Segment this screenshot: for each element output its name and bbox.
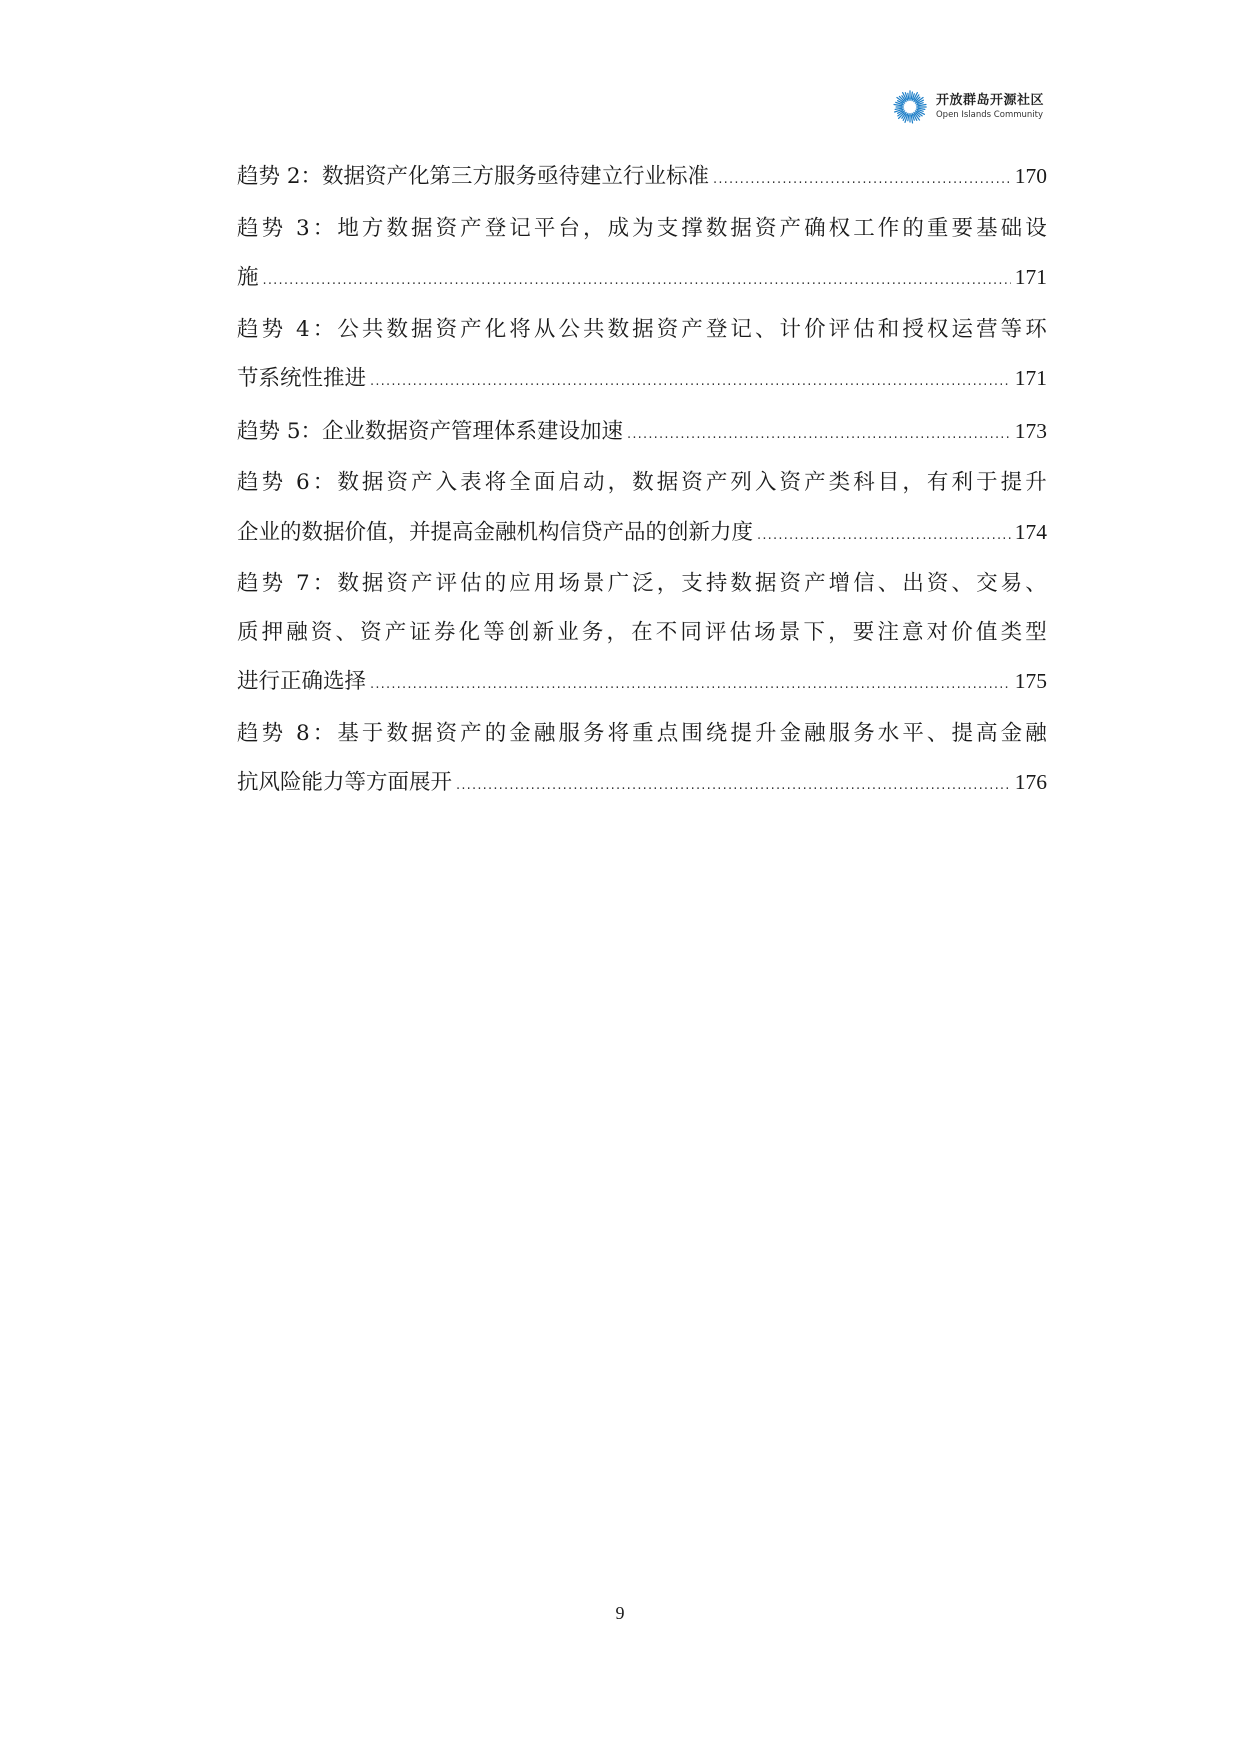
toc-page-number: 174: [1014, 519, 1047, 544]
toc-entry-line: 趋势 4：公共数据资产化将从公共数据资产登记、计价评估和授权运营等环: [237, 316, 1047, 342]
toc-page-number: 171: [1014, 366, 1047, 390]
dot-leader: [456, 762, 1011, 811]
toc-entry-title: 趋势 2：数据资产化第三方服务亟待建立行业标准: [237, 164, 710, 189]
toc-entry-last-line: [237, 508, 1047, 561]
org-name-en: Open Islands Community: [935, 110, 1044, 121]
logo-text: [936, 94, 1044, 120]
toc-entry[interactable]: [237, 152, 1047, 205]
dot-leader: [757, 512, 1011, 561]
dot-leader: [713, 156, 1011, 205]
toc-entry[interactable]: [237, 710, 1047, 811]
toc-entry-title: 趋势 5：企业数据资产管理体系建设加速: [237, 418, 624, 444]
toc-entry-title: 施: [237, 265, 259, 290]
toc-page-number: 171: [1014, 265, 1047, 289]
toc-page-number: 170: [1014, 164, 1047, 188]
toc-entry-line: 趋势 8：基于数据资产的金融服务将重点围绕提升金融服务水平、提高金融: [237, 720, 1047, 746]
dot-leader: [370, 358, 1011, 407]
toc-entry-last-line: [237, 253, 1047, 306]
toc-page-number: 173: [1014, 418, 1047, 443]
toc-entry-last-line: [237, 407, 1047, 460]
toc-entry-line: 趋势 6：数据资产入表将全面启动，数据资产列入资产类科目，有利于提升: [237, 470, 1047, 495]
toc-entry-title: 企业的数据价值，并提高金融机构信贷产品的创新力度: [237, 519, 754, 545]
toc-entry-title: 节系统性推进: [237, 366, 367, 391]
dot-leader: [627, 411, 1011, 460]
toc-entry-line: 质押融资、资产证券化等创新业务，在不同评估场景下，要注意对价值类型: [237, 619, 1047, 645]
toc-entry[interactable]: [237, 205, 1047, 306]
org-name-cn: 开放群岛开源社区: [935, 93, 1044, 109]
toc-entry[interactable]: [237, 407, 1047, 460]
dot-leader: [263, 257, 1011, 306]
toc-entry-last-line: [237, 657, 1047, 710]
toc-entry[interactable]: [237, 306, 1047, 407]
toc-entry[interactable]: [237, 459, 1047, 560]
toc-entry-last-line: [237, 152, 1047, 205]
toc-page-number: 175: [1014, 669, 1047, 693]
header-logo: [891, 88, 1044, 126]
toc-entry[interactable]: [237, 560, 1047, 710]
toc-entry-line: 趋势 7：数据资产评估的应用场景广泛，支持数据资产增信、出资、交易、: [237, 571, 1047, 596]
toc-entry-last-line: [237, 354, 1047, 407]
toc-entry-last-line: [237, 758, 1047, 811]
toc-entry-title: 抗风险能力等方面展开: [237, 770, 453, 795]
toc-entry-line: 趋势 3：地方数据资产登记平台，成为支撑数据资产确权工作的重要基础设: [237, 215, 1047, 241]
toc-entry-title: 进行正确选择: [237, 669, 367, 694]
page-number: 9: [615, 1603, 625, 1623]
table-of-contents: [237, 152, 1047, 811]
dot-leader: [370, 661, 1011, 710]
toc-page-number: 176: [1014, 770, 1047, 794]
open-islands-logo-icon: [891, 88, 929, 126]
